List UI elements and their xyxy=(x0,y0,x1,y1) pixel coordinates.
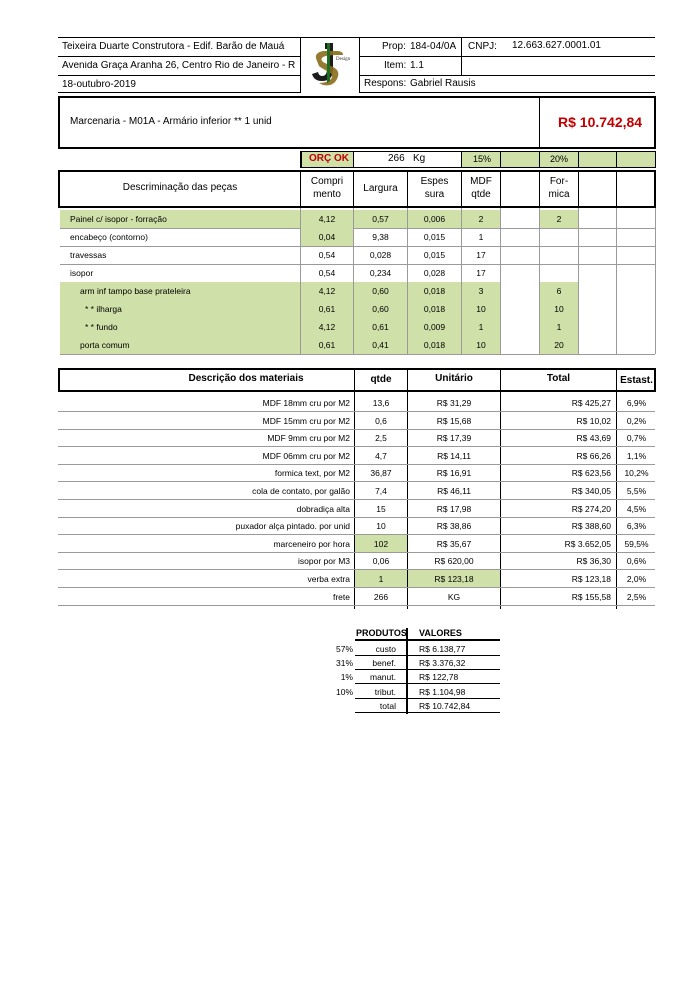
material-desc: MDF 15mm cru por M2 xyxy=(262,416,350,426)
col-header-mdf-2: qtde xyxy=(471,189,491,200)
material-total: R$ 66,26 xyxy=(576,451,611,461)
material-total: R$ 10,02 xyxy=(576,416,611,426)
material-unit: R$ 35,67 xyxy=(436,539,472,549)
piece-larg: 0,41 xyxy=(372,340,389,350)
material-desc: frete xyxy=(332,592,350,602)
material-qtde: 36,87 xyxy=(370,468,392,478)
piece-name: porta comum xyxy=(80,340,130,350)
pct-mdf: 15% xyxy=(473,154,492,164)
material-qtde: 10 xyxy=(376,521,386,531)
piece-mdf: 17 xyxy=(476,250,486,260)
piece-mdf: 10 xyxy=(476,340,486,350)
material-desc: dobradiça alta xyxy=(296,504,350,514)
material-qtde: 2,5 xyxy=(375,433,387,443)
material-unit: R$ 38,86 xyxy=(436,521,472,531)
piece-esp: 0,015 xyxy=(423,232,446,242)
material-stat: 0,6% xyxy=(626,556,647,566)
product-value: R$ 122,78 xyxy=(419,672,459,682)
material-total: R$ 155,58 xyxy=(571,592,611,602)
piece-form: 1 xyxy=(556,322,562,332)
material-desc: MDF 18mm cru por M2 xyxy=(262,398,350,408)
products-header: PRODUTOS xyxy=(356,628,407,638)
product-label: benef. xyxy=(372,658,396,668)
product-pct: 1% xyxy=(340,672,353,682)
material-unit: KG xyxy=(447,592,461,602)
piece-esp: 0,018 xyxy=(423,304,446,314)
piece-esp: 0,006 xyxy=(423,214,446,224)
mat-header-qtde: qtde xyxy=(370,374,392,385)
company-logo xyxy=(303,39,357,91)
cnpj-value: 12.663.627.0001.01 xyxy=(512,40,601,51)
piece-esp: 0,028 xyxy=(423,268,446,278)
piece-form: 10 xyxy=(554,304,564,314)
piece-name: travessas xyxy=(70,250,107,260)
piece-name: * * fundo xyxy=(85,322,118,332)
col-header-formica-1: For- xyxy=(549,176,569,187)
piece-mdf: 17 xyxy=(476,268,486,278)
summary-description: Marcenaria - M01A - Armário inferior ** 1 unid xyxy=(70,116,272,127)
material-unit: R$ 17,39 xyxy=(436,433,472,443)
product-pct: 31% xyxy=(335,658,353,668)
material-stat: 6,3% xyxy=(626,521,647,531)
company-name: Teixeira Duarte Construtora - Edif. Barão de Mauá xyxy=(62,41,285,52)
material-total: R$ 340,05 xyxy=(571,486,611,496)
product-label: tribut. xyxy=(374,687,396,697)
piece-name: isopor xyxy=(70,268,94,278)
material-qtde: 7,4 xyxy=(375,486,387,496)
material-stat: 2,5% xyxy=(626,592,647,602)
material-stat: 0,7% xyxy=(626,433,647,443)
material-unit: R$ 14,11 xyxy=(437,451,471,461)
material-stat: 0,2% xyxy=(626,416,647,426)
piece-comp: 4,12 xyxy=(318,322,336,332)
material-qtde: 4,7 xyxy=(375,451,387,461)
material-desc: puxador alça pintado. por unid xyxy=(235,521,350,531)
material-desc: formica text, por M2 xyxy=(274,468,350,478)
product-value: R$ 6.138,77 xyxy=(419,644,466,654)
piece-form: 6 xyxy=(556,286,562,296)
material-stat: 6,9% xyxy=(626,398,647,408)
pct-formica: 20% xyxy=(550,154,569,164)
product-pct: 10% xyxy=(335,687,353,697)
item-value: 1.1 xyxy=(410,60,424,71)
document-date: 18-outubro-2019 xyxy=(62,79,136,90)
product-value: R$ 10.742,84 xyxy=(419,701,471,711)
piece-form: 2 xyxy=(556,214,562,224)
material-stat: 4,5% xyxy=(626,504,647,514)
material-desc: marceneiro por hora xyxy=(273,539,350,549)
mat-header-total: Total xyxy=(546,373,571,384)
piece-comp: 0,61 xyxy=(318,340,336,350)
col-header-mdf-1: MDF xyxy=(470,176,492,187)
piece-esp: 0,015 xyxy=(423,250,446,260)
mat-header-desc: Descrição dos materiais xyxy=(188,373,304,384)
piece-larg: 0,60 xyxy=(372,286,389,296)
material-total: R$ 123,18 xyxy=(571,574,611,584)
piece-esp: 0,018 xyxy=(423,340,446,350)
piece-form: 20 xyxy=(554,340,564,350)
material-total: R$ 425,27 xyxy=(571,398,611,408)
material-total: R$ 36,30 xyxy=(576,556,611,566)
piece-larg: 0,57 xyxy=(372,214,389,224)
prop-value: 184-04/0A xyxy=(410,41,457,52)
piece-comp: 0,04 xyxy=(318,232,336,242)
material-total: R$ 388,60 xyxy=(571,521,611,531)
material-unit: R$ 17,98 xyxy=(436,504,472,514)
material-stat: 59,5% xyxy=(624,539,649,549)
logo-text: Design xyxy=(336,57,351,62)
material-total: R$ 623,56 xyxy=(571,468,611,478)
material-unit: R$ 46,11 xyxy=(437,486,471,496)
piece-larg: 9,38 xyxy=(372,232,389,242)
mat-header-stat: Estast. xyxy=(620,375,653,386)
col-header-comp-1: Compri xyxy=(310,176,344,187)
material-stat: 1,1% xyxy=(626,451,647,461)
material-total: R$ 3.652,05 xyxy=(564,539,611,549)
material-unit: R$ 15,68 xyxy=(436,416,472,426)
piece-comp: 0,54 xyxy=(318,268,336,278)
product-value: R$ 1.104,98 xyxy=(419,687,466,697)
col-header-name: Descriminação das peças xyxy=(122,182,238,193)
respons-value: Gabriel Rausis xyxy=(410,78,476,89)
material-qtde: 13,6 xyxy=(372,398,390,408)
material-desc: MDF 06mm cru por M2 xyxy=(262,451,350,461)
piece-larg: 0,61 xyxy=(372,322,389,332)
col-header-esp-2: sura xyxy=(424,189,445,200)
piece-name: encabeço (contorno) xyxy=(70,232,148,242)
piece-mdf: 1 xyxy=(478,232,484,242)
material-stat: 2,0% xyxy=(626,574,647,584)
piece-larg: 0,60 xyxy=(372,304,389,314)
product-pct: 57% xyxy=(335,644,353,654)
material-stat: 5,5% xyxy=(626,486,647,496)
piece-mdf: 1 xyxy=(478,322,484,332)
material-stat: 10,2% xyxy=(624,468,649,478)
piece-comp: 0,61 xyxy=(318,304,336,314)
values-header: VALORES xyxy=(419,628,462,638)
material-total: R$ 43,69 xyxy=(576,433,611,443)
piece-name: Painel c/ isopor - forração xyxy=(70,214,167,224)
respons-label: Respons: xyxy=(364,78,407,89)
piece-mdf: 2 xyxy=(478,214,484,224)
piece-larg: 0,234 xyxy=(369,268,392,278)
orc-ok-badge: ORÇ OK xyxy=(309,153,349,164)
piece-esp: 0,009 xyxy=(423,322,446,332)
piece-name: * * ilharga xyxy=(85,304,122,314)
material-unit: R$ 620,00 xyxy=(434,556,474,566)
material-qtde: 15 xyxy=(376,504,386,514)
col-header-larg: Largura xyxy=(363,183,398,194)
material-qtde: 0,06 xyxy=(372,556,390,566)
material-total: R$ 274,20 xyxy=(571,504,611,514)
material-unit: R$ 16,91 xyxy=(436,468,472,478)
piece-comp: 4,12 xyxy=(318,214,336,224)
piece-comp: 0,54 xyxy=(318,250,336,260)
material-qtde: 0,6 xyxy=(375,416,387,426)
col-header-esp-1: Espes xyxy=(420,176,449,187)
product-label: custo xyxy=(375,644,396,654)
material-unit: R$ 123,18 xyxy=(434,574,474,584)
piece-mdf: 10 xyxy=(476,304,486,314)
prop-label: Prop: xyxy=(382,41,406,52)
weight-unit: Kg xyxy=(413,153,426,164)
summary-total: R$ 10.742,84 xyxy=(558,114,643,130)
material-unit: R$ 31,29 xyxy=(436,398,472,408)
piece-mdf: 3 xyxy=(478,286,484,296)
piece-name: arm inf tampo base prateleira xyxy=(80,286,191,296)
material-qtde: 1 xyxy=(378,574,384,584)
material-desc: isopor por M3 xyxy=(298,556,350,566)
material-desc: MDF 9mm cru por M2 xyxy=(267,433,350,443)
company-address: Avenida Graça Aranha 26, Centro Rio de Janeiro - R xyxy=(62,61,296,71)
piece-esp: 0,018 xyxy=(423,286,446,296)
product-label: total xyxy=(379,701,396,711)
product-label: manut. xyxy=(370,672,396,682)
piece-larg: 0,028 xyxy=(369,250,392,260)
cnpj-label: CNPJ: xyxy=(468,41,497,52)
product-value: R$ 3.376,32 xyxy=(419,658,466,668)
item-label: Item: xyxy=(384,60,407,71)
col-header-formica-2: mica xyxy=(548,189,570,200)
material-qtde: 102 xyxy=(373,539,389,549)
col-header-comp-2: mento xyxy=(313,189,341,200)
material-desc: cola de contato, por galão xyxy=(252,486,350,496)
piece-comp: 4,12 xyxy=(318,286,336,296)
material-desc: verba extra xyxy=(307,574,350,584)
weight-value: 266 xyxy=(388,153,405,164)
mat-header-unit: Unitário xyxy=(435,373,473,384)
material-qtde: 266 xyxy=(373,592,389,602)
